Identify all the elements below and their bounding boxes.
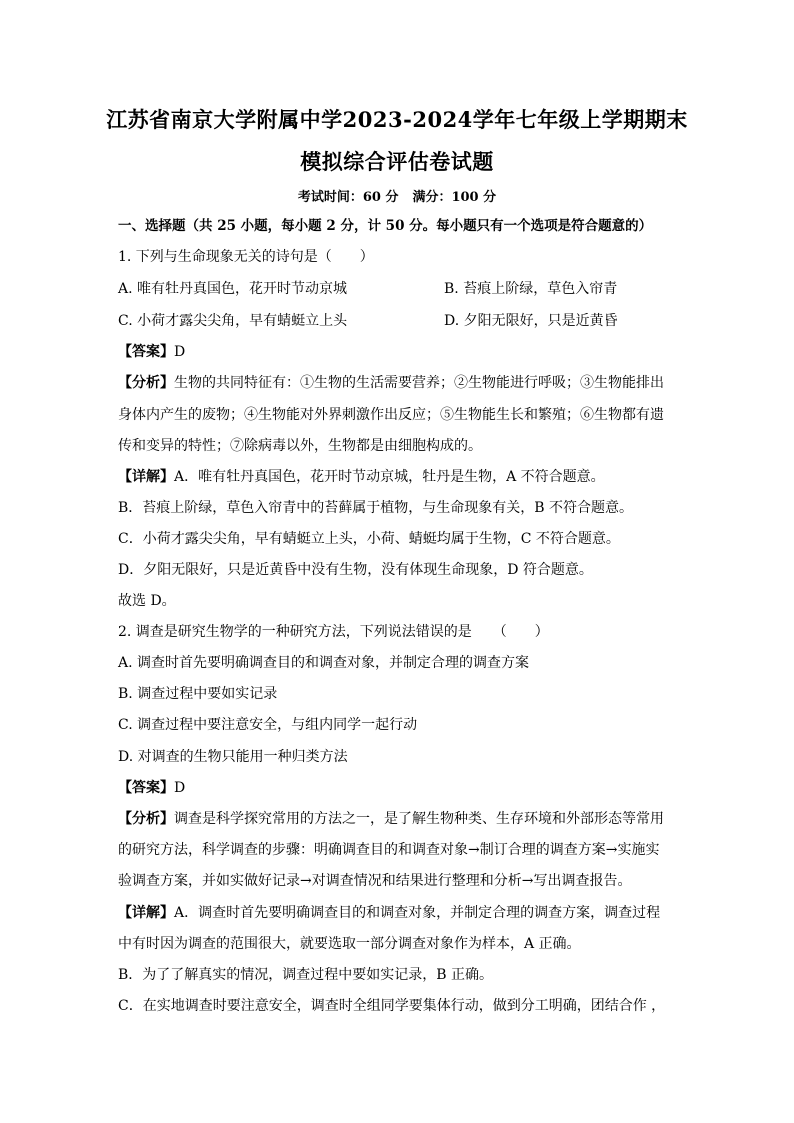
q1-detail-line: C．小荷才露尖尖角，早有蜻蜓立上头，小荷、蜻蜓均属于生物，C 不符合题意。 [118,531,620,547]
q1-option-a: A. 唯有牡丹真国色，花开时节动京城 [118,281,348,297]
q2-analysis-line: 的研究方法，科学调查的步骤：明确调查目的和调查对象→制订合理的调查方案→实施实 [118,842,660,858]
q1-detail-line: 【详解】A．唯有牡丹真国色，花开时节动京城，牡丹是生物，A 不符合题意。 [118,469,605,485]
q2-option-c: C. 调查过程中要注意安全，与组内同学一起行动 [118,717,418,733]
q1-analysis-line: 【分析】生物的共同特征有：①生物的生活需要营养；②生物能进行呼吸；③生物能排出 [118,375,664,391]
question-2-stem: 2. 调查是研究生物学的一种研究方法，下列说法错误的是 （ ） [118,624,549,640]
q2-option-a: A. 调查时首先要明确调查目的和调查对象，并制定合理的调查方案 [118,655,530,671]
q1-option-c: C. 小荷才露尖尖角，早有蜻蜓立上头 [118,313,348,329]
question-1-stem: 1. 下列与生命现象无关的诗句是（ ） [118,249,374,265]
q2-answer: 【答案】D [118,780,186,796]
exam-info [0,186,794,205]
q2-analysis-line: 【分析】调查是科学探究常用的方法之一，是了解生物种类、生存环境和外部形态等常用 [118,811,664,827]
section-label: 【详解】 [118,905,174,921]
q2-option-b: B. 调查过程中要如实记录 [118,686,278,702]
q2-option-d: D. 对调查的生物只能用一种归类方法 [118,749,348,765]
q2-detail-line: 【详解】A．调查时首先要明确调查目的和调查对象，并制定合理的调查方案，调查过程 [118,905,661,921]
q1-analysis-line: 身体内产生的废物；④生物能对外界刺激作出反应；⑤生物能生长和繁殖；⑥生物都有遗 [118,407,664,423]
q1-option-b: B. 苔痕上阶绿，草色入帘青 [444,281,618,297]
q2-analysis-line: 验调查方案，并如实做好记录→对调查情况和结果进行整理和分析→写出调查报告。 [118,873,632,889]
q2-detail-line: C．在实地调查时要注意安全，调查时全组同学要集体行动，做到分工明确，团结合作 ， [118,998,666,1014]
q2-detail-line: 中有时因为调查的范围很大，就要选取一部分调查对象作为样本，A 正确。 [118,936,581,952]
document-title-line2: 模拟综合评估卷试题 [300,149,494,174]
q1-analysis-line: 传和变异的特性；⑦除病毒以外，生物都是由细胞构成的。 [118,438,482,454]
document-title-line1: 江苏省南京大学附属中学2023-2024学年七年级上学期期末 [106,107,688,132]
section-heading: 一、选择题（共 25 小题，每小题 2 分，计 50 分。每小题只有一个选项是符合题意的） [118,218,653,234]
q1-detail-line: D．夕阳无限好，只是近黄昏中没有生物，没有体现生命现象，D 符合题意。 [118,562,593,578]
exam-time: 考试时间：60 分 [297,190,399,205]
section-label: 【分析】 [118,811,174,827]
section-label: 【答案】 [118,780,174,796]
section-label: 【答案】 [118,344,174,360]
section-label: 【详解】 [118,469,174,485]
q2-detail-line: B．为了了解真实的情况，调查过程中要如实记录，B 正确。 [118,967,494,983]
section-label: 【分析】 [118,375,174,391]
q1-detail-line: 故选 D。 [118,593,176,609]
q1-option-d: D. 夕阳无限好，只是近黄昏 [444,313,618,329]
full-score: 满分：100 分 [412,190,497,205]
q1-answer: 【答案】D [118,344,186,360]
q1-detail-line: B．苔痕上阶绿，草色入帘青中的苔藓属于植物，与生命现象有关，B 不符合题意。 [118,500,634,516]
